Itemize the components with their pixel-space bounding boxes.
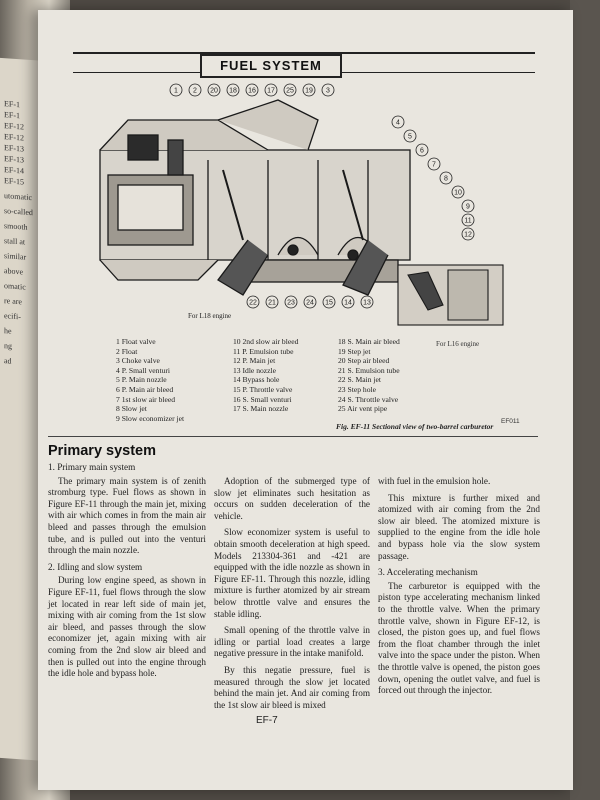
column-3 (378, 476, 540, 702)
legend-item: 23 Step hole (338, 384, 376, 394)
left-page-text: EF-1 (4, 110, 20, 121)
left-page-text: omatic (4, 281, 26, 292)
callout-number: 22 (249, 299, 257, 307)
callout-number: 18 (229, 87, 237, 95)
carburetor-body (100, 100, 410, 295)
page-title: FUEL SYSTEM (220, 58, 322, 73)
callout-number: 2 (193, 87, 197, 95)
legend-item: 13 Idle nozzle (233, 365, 277, 375)
caption-rule (48, 436, 538, 437)
legend-item: 6 P. Main air bleed (116, 384, 174, 394)
callout-number: 8 (444, 175, 448, 183)
left-page-text: ng (4, 341, 12, 351)
left-page-text: re are (4, 296, 22, 307)
l16-inset (398, 265, 503, 325)
paragraph: During low engine speed, as shown in Figure EF-11, fuel flows through the slow jet located in rear left side of main jet, mixing with air coming from the 1st slow air bleed, and passes through the slow economizer jet, again mixing with air coming from the 2nd slow air bleed and then is pulled out into the engine through the idle hole and bypass hole. (48, 575, 206, 679)
left-page-text: EF-12 (4, 121, 24, 132)
legend-item: 22 S. Main jet (338, 375, 382, 385)
left-page-text: EF-14 (4, 165, 24, 176)
legend-item: 4 P. Small venturi (116, 365, 171, 375)
callout-number: 17 (267, 87, 275, 95)
left-page-text: EF-12 (4, 132, 24, 143)
paragraph: Slow economizer system is useful to obtain smooth deceleration at high speed. Models 213304-361 and -421 are equipped with the idle nozzle as shown in Figure EF-11. Through this nozzle, idling mixture is further atomized by air stream below throttle valve and ensures the stable idling. (214, 527, 370, 619)
legend-item: 11 P. Emulsion tube (233, 346, 294, 356)
paragraph: with fuel in the emulsion hole. (378, 476, 491, 486)
legend-col-2 (233, 337, 298, 414)
legend-item: 9 Slow economizer jet (116, 413, 185, 423)
title-box (200, 54, 342, 78)
callout-number: 4 (396, 119, 400, 127)
left-page-text: EF-1 (4, 99, 20, 110)
callout-number: 23 (287, 299, 295, 307)
legend-item: 5 P. Main nozzle (116, 375, 167, 385)
callout-number: 20 (210, 87, 218, 95)
callout-number: 5 (408, 133, 412, 141)
left-page-text: stall at (4, 236, 26, 247)
callout-number: 1 (174, 87, 178, 95)
subheading-primary-main: 1. Primary main system (48, 462, 136, 472)
legend-item: 2 Float (116, 346, 138, 356)
figure-code: EF011 (501, 418, 520, 425)
paragraph: By this negatie pressure, fuel is measured through the slow jet located behind the main jet. And air coming from the 1st slow air bleed is mixed (214, 664, 370, 710)
legend-item: 1 Float valve (116, 337, 156, 346)
callout-number: 12 (464, 231, 472, 239)
callout-number: 25 (286, 87, 294, 95)
callout-number: 6 (420, 147, 424, 155)
left-page-text: smooth (4, 221, 28, 232)
l18-label: For L18 engine (188, 312, 232, 320)
paragraph: The primary main system is of zenith stromburg type. Fuel flows as shown in Figure EF-11 through the main jet, mixing with air which comes in from the main air bleed and passes through the emulsion tube, and is pulled out into the venturi through the main nozzle. (48, 475, 206, 556)
callout-number: 14 (344, 299, 352, 307)
left-page-text: so-called (4, 206, 33, 218)
column-1 (48, 462, 206, 685)
left-page-text: above (4, 266, 24, 277)
callout-number: 3 (326, 87, 330, 95)
legend-item: 7 1st slow air bleed (116, 394, 176, 404)
callout-number: 13 (363, 299, 371, 307)
page-number: EF-7 (256, 715, 278, 726)
subheading-idling: 2. Idling and slow system (48, 561, 143, 572)
legend-item: 25 Air vent pipe (338, 404, 388, 414)
callout-number: 15 (325, 299, 333, 307)
left-page-text: ad (4, 356, 12, 366)
legend-item: 21 S. Emulsion tube (338, 365, 400, 375)
section-heading: Primary system (48, 443, 157, 459)
left-page-text: EF-13 (4, 143, 24, 154)
left-page-text: utomatic (4, 191, 32, 203)
legend-col-1 (116, 337, 184, 423)
callout-number: 10 (454, 189, 462, 197)
legend-item: 24 S. Throttle valve (338, 394, 399, 404)
paragraph: The carburetor is equipped with the piston type accelerating mechanism linked to the throttle valve. When the primary throttle valve, shown in Figure EF-12, is closed, the piston goes up, and fuel flows from the float chamber through the inlet valve into the space under the piston. When the throttle valve is opened, the piston goes down, opening the outlet valve, and fuel is forced out through the injector. (378, 580, 540, 696)
callout-number: 19 (305, 87, 313, 95)
callout-number: 7 (432, 161, 436, 169)
figure-caption: Fig. EF-11 Sectional view of two-barrel carburetor (336, 422, 494, 431)
legend-item: 16 S. Small venturi (233, 394, 292, 404)
l16-label: For L16 engine (436, 340, 480, 348)
legend-item: 18 S. Main air bleed (338, 337, 400, 346)
callout-number: 11 (464, 217, 472, 225)
left-page-text: EF-13 (4, 154, 24, 165)
legend-item: 20 Step air bleed (338, 356, 390, 366)
left-page-text: he (4, 326, 12, 336)
paragraph: Small opening of the throttle valve in idling or partial load creates a large negative pressure in the intake manifold. (214, 625, 370, 659)
legend-item: 17 S. Main nozzle (233, 404, 289, 414)
left-page-text: similar (4, 251, 27, 262)
callout-number: 24 (306, 299, 314, 307)
left-page-text: ecifi- (4, 311, 21, 322)
left-page-text: EF-15 (4, 176, 24, 187)
callout-number: 16 (248, 87, 256, 95)
background-right (570, 0, 600, 800)
carburetor-diagram (68, 80, 508, 330)
legend-item: 8 Slow jet (116, 404, 147, 414)
legend-item: 12 P. Main jet (233, 356, 276, 366)
legend-col-3 (338, 337, 400, 414)
paragraph: This mixture is further mixed and atomized with air coming from the 2nd slow air bleed. The atomized mixture is supplied to the engine from the idle hole and bypass hole via the slow system passage. (378, 492, 540, 561)
callout-number: 21 (268, 299, 276, 307)
legend-item: 19 Step jet (338, 346, 371, 356)
legend-item: 14 Bypass hole (233, 375, 280, 385)
legend-item: 10 2nd slow air bleed (233, 337, 299, 346)
legend-item: 15 P. Throttle valve (233, 384, 293, 394)
callout-number: 9 (466, 203, 470, 211)
manual-page (38, 10, 573, 790)
subheading-accelerating: 3. Accelerating mechanism (378, 567, 478, 578)
paragraph: Adoption of the submerged type of slow jet eliminates such hesitation as occurs on sudden deceleration of the vehicle. (214, 476, 370, 521)
legend-item: 3 Choke valve (116, 356, 160, 366)
column-2 (214, 476, 370, 716)
